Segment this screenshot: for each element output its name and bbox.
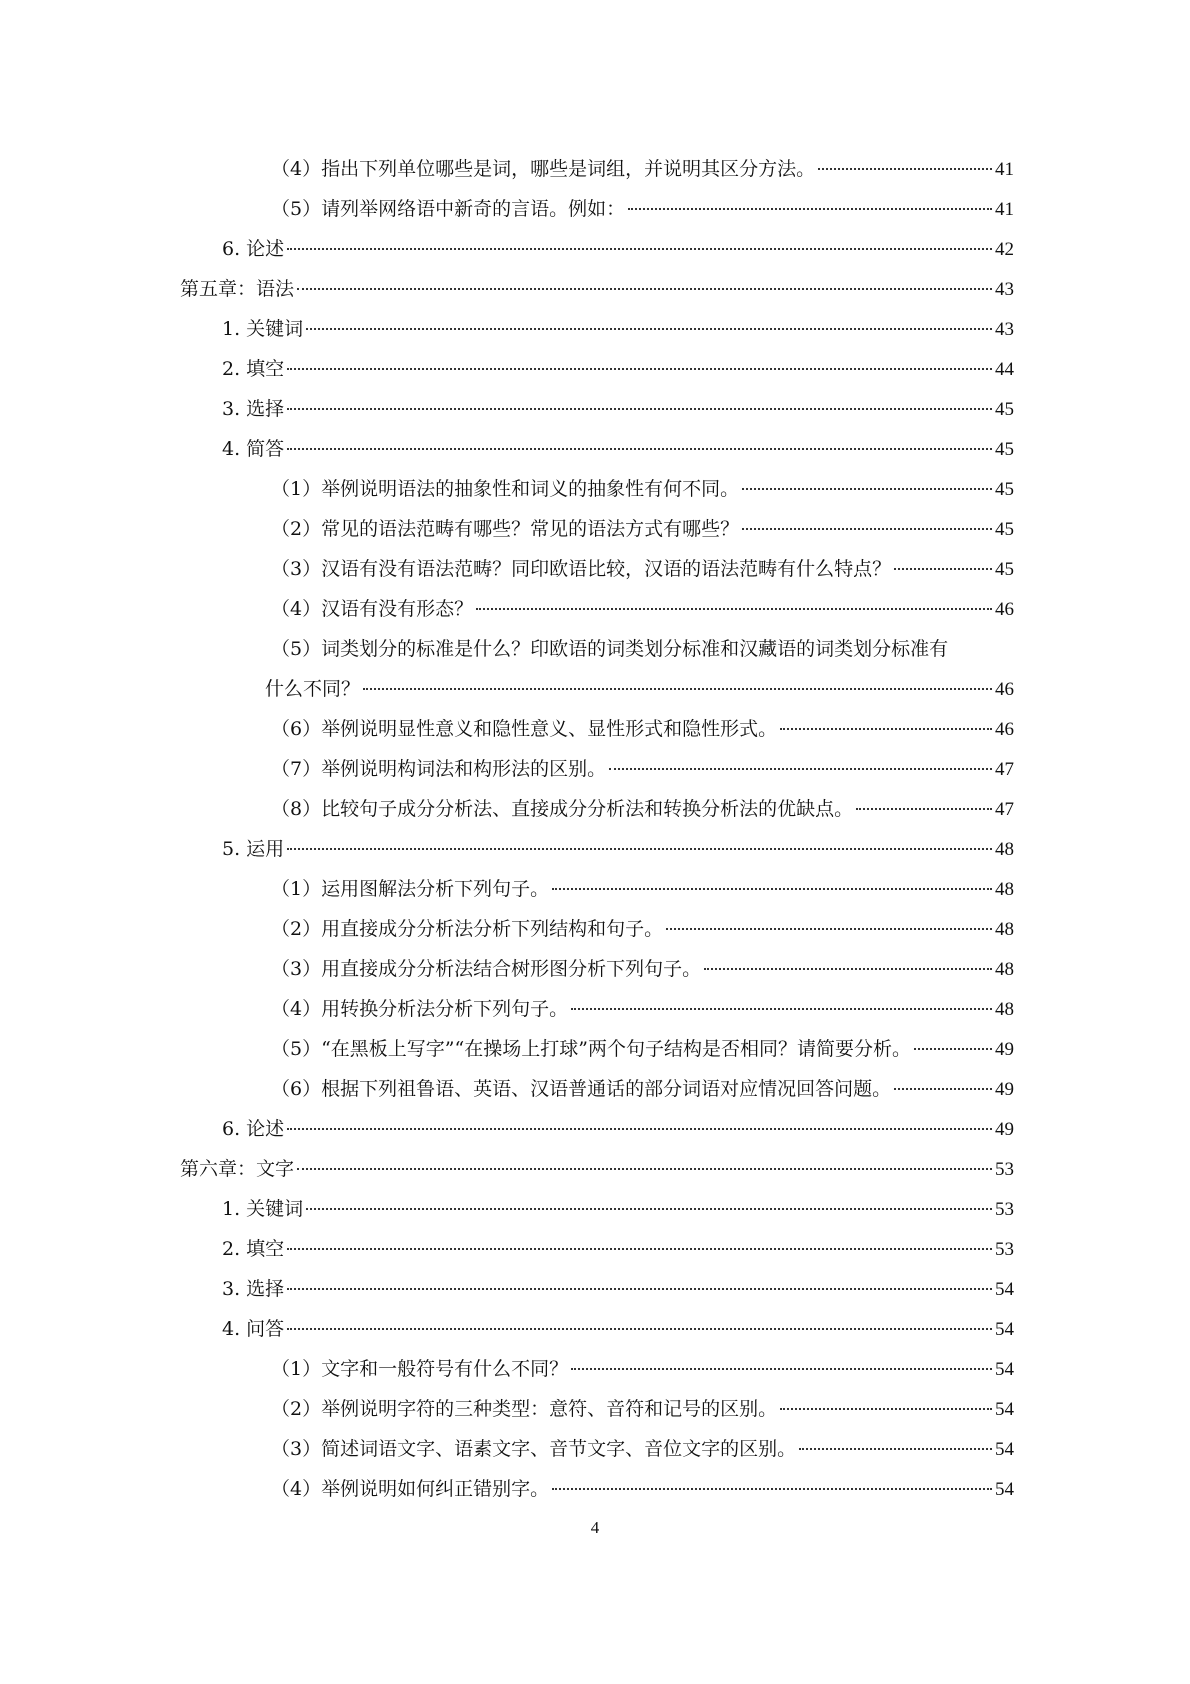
toc-entry[interactable]	[0, 509, 1190, 549]
toc-entry[interactable]	[0, 1069, 1190, 1109]
toc-entry-page: 48	[995, 959, 1014, 980]
toc-entry-label: 什么不同？	[265, 678, 361, 700]
dot-leader	[287, 368, 992, 370]
toc-entry-label: 第六章：文字	[180, 1158, 295, 1180]
toc-entry-page: 48	[995, 879, 1014, 900]
toc-entry-label: （3）用直接成分分析法结合树形图分析下列句子。	[271, 958, 702, 980]
toc-entry[interactable]	[0, 469, 1190, 509]
toc-entry-page: 48	[995, 999, 1014, 1020]
toc-entry[interactable]	[0, 749, 1190, 789]
toc-entry-page: 47	[995, 759, 1014, 780]
toc-entry-page: 44	[995, 359, 1014, 380]
toc-entry[interactable]	[0, 229, 1190, 269]
toc-entry-page: 45	[995, 399, 1014, 420]
toc-entry-label: （2）举例说明字符的三种类型：意符、音符和记号的区别。	[271, 1398, 778, 1420]
toc-entry-label: （5）词类划分的标准是什么？印欧语的词类划分标准和汉藏语的词类划分标准有	[271, 638, 949, 660]
dot-leader	[306, 1208, 992, 1210]
dot-leader	[628, 208, 992, 210]
dot-leader	[297, 288, 992, 290]
toc-entry-page: 48	[995, 919, 1014, 940]
toc-entry-page: 47	[995, 799, 1014, 820]
dot-leader	[287, 1288, 992, 1290]
toc-entry-label: （4）用转换分析法分析下列句子。	[271, 998, 569, 1020]
toc-entry[interactable]	[0, 869, 1190, 909]
toc-entry[interactable]	[0, 1349, 1190, 1389]
toc-entry-label: 5. 运用	[222, 838, 285, 860]
toc-entry-label: （6）根据下列祖鲁语、英语、汉语普通话的部分词语对应情况回答问题。	[271, 1078, 892, 1100]
dot-leader	[287, 1328, 992, 1330]
toc-entry-page: 45	[995, 479, 1014, 500]
dot-leader	[742, 528, 992, 530]
toc-entry-page: 53	[995, 1239, 1014, 1260]
toc-entry-label: （1）文字和一般符号有什么不同？	[271, 1358, 569, 1380]
toc-entry-page: 45	[995, 519, 1014, 540]
dot-leader	[704, 968, 992, 970]
dot-leader	[818, 168, 992, 170]
dot-leader	[856, 808, 992, 810]
toc-entry-label: 4. 简答	[222, 438, 285, 460]
dot-leader	[780, 1408, 992, 1410]
toc-entry-label: （3）简述词语文字、语素文字、音节文字、音位文字的区别。	[271, 1438, 797, 1460]
toc-entry-page: 54	[995, 1399, 1014, 1420]
dot-leader	[287, 1248, 992, 1250]
toc-entry-page: 49	[995, 1039, 1014, 1060]
toc-entry[interactable]	[0, 1269, 1190, 1309]
dot-leader	[287, 408, 992, 410]
toc-entry-page: 53	[995, 1159, 1014, 1180]
toc-entry-label: （6）举例说明显性意义和隐性意义、显性形式和隐性形式。	[271, 718, 778, 740]
toc-entry[interactable]	[0, 949, 1190, 989]
toc-entry[interactable]	[0, 1189, 1190, 1229]
toc-entry[interactable]	[0, 1229, 1190, 1269]
toc-entry-page: 46	[995, 679, 1014, 700]
toc-entry-label: 4. 问答	[222, 1318, 285, 1340]
toc-entry[interactable]	[0, 629, 1190, 669]
toc-entry-page: 54	[995, 1319, 1014, 1340]
toc-entry[interactable]	[0, 829, 1190, 869]
toc-entry-page: 54	[995, 1439, 1014, 1460]
dot-leader	[552, 888, 992, 890]
toc-entry-label: 2. 填空	[222, 1238, 285, 1260]
table-of-contents	[0, 149, 1190, 1509]
dot-leader	[476, 608, 992, 610]
toc-entry[interactable]	[0, 989, 1190, 1029]
toc-entry-label: （2）用直接成分分析法分析下列结构和句子。	[271, 918, 664, 940]
toc-entry[interactable]	[0, 1429, 1190, 1469]
dot-leader	[287, 1128, 992, 1130]
toc-entry-page: 43	[995, 319, 1014, 340]
toc-entry-label: 1. 关键词	[222, 318, 304, 340]
toc-entry[interactable]	[0, 309, 1190, 349]
toc-entry[interactable]	[0, 149, 1190, 189]
toc-entry[interactable]	[0, 1029, 1190, 1069]
toc-entry-label: （5）“在黑板上写字”“在操场上打球”两个句子结构是否相同？请简要分析。	[271, 1038, 911, 1060]
toc-entry-label: （1）运用图解法分析下列句子。	[271, 878, 550, 900]
toc-entry-label: （3）汉语有没有语法范畴？同印欧语比较，汉语的语法范畴有什么特点？	[271, 558, 892, 580]
toc-entry-label: 2. 填空	[222, 358, 285, 380]
toc-entry-page: 45	[995, 559, 1014, 580]
toc-entry-page: 43	[995, 279, 1014, 300]
toc-entry[interactable]	[0, 669, 1190, 709]
toc-entry[interactable]	[0, 269, 1190, 309]
toc-entry-label: 6. 论述	[222, 1118, 285, 1140]
dot-leader	[287, 448, 992, 450]
toc-entry-page: 46	[995, 599, 1014, 620]
toc-entry-label: （4）举例说明如何纠正错别字。	[271, 1478, 550, 1500]
toc-entry-page: 45	[995, 439, 1014, 460]
toc-entry-label: （1）举例说明语法的抽象性和词义的抽象性有何不同。	[271, 478, 740, 500]
toc-entry-label: （5）请列举网络语中新奇的言语。例如：	[271, 198, 626, 220]
dot-leader	[894, 1088, 992, 1090]
dot-leader	[894, 568, 992, 570]
dot-leader	[742, 488, 992, 490]
dot-leader	[363, 688, 992, 690]
toc-entry[interactable]	[0, 549, 1190, 589]
page-number: 4	[590, 1518, 600, 1537]
toc-entry-page: 54	[995, 1359, 1014, 1380]
toc-entry[interactable]	[0, 1149, 1190, 1189]
toc-entry-label: 6. 论述	[222, 238, 285, 260]
dot-leader	[666, 928, 992, 930]
toc-entry[interactable]	[0, 1109, 1190, 1149]
toc-entry[interactable]	[0, 909, 1190, 949]
toc-entry-label: 1. 关键词	[222, 1198, 304, 1220]
toc-entry[interactable]	[0, 1389, 1190, 1429]
toc-entry-page: 54	[995, 1279, 1014, 1300]
toc-entry-page: 53	[995, 1199, 1014, 1220]
toc-entry-label: 3. 选择	[222, 398, 285, 420]
toc-entry-page: 41	[995, 159, 1014, 180]
dot-leader	[287, 848, 992, 850]
toc-entry-page: 48	[995, 839, 1014, 860]
toc-entry[interactable]	[0, 189, 1190, 229]
dot-leader	[799, 1448, 992, 1450]
toc-entry-label: 第五章：语法	[180, 278, 295, 300]
toc-entry-label: （7）举例说明构词法和构形法的区别。	[271, 758, 607, 780]
dot-leader	[914, 1048, 992, 1050]
toc-entry-page: 49	[995, 1079, 1014, 1100]
dot-leader	[571, 1368, 992, 1370]
toc-entry[interactable]	[0, 589, 1190, 629]
dot-leader	[552, 1488, 992, 1490]
toc-entry-label: 3. 选择	[222, 1278, 285, 1300]
dot-leader	[609, 768, 992, 770]
toc-entry-page: 41	[995, 199, 1014, 220]
toc-entry[interactable]	[0, 789, 1190, 829]
dot-leader	[297, 1168, 992, 1170]
dot-leader	[287, 248, 992, 250]
toc-entry[interactable]	[0, 429, 1190, 469]
dot-leader	[780, 728, 992, 730]
dot-leader	[571, 1008, 992, 1010]
toc-entry-page: 46	[995, 719, 1014, 740]
toc-entry[interactable]	[0, 1469, 1190, 1509]
toc-entry-page: 42	[995, 239, 1014, 260]
toc-entry-label: （4）汉语有没有形态？	[271, 598, 474, 620]
toc-entry-label: （8）比较句子成分分析法、直接成分分析法和转换分析法的优缺点。	[271, 798, 854, 820]
dot-leader	[306, 328, 992, 330]
toc-entry-page: 54	[995, 1479, 1014, 1500]
toc-entry-label: （2）常见的语法范畴有哪些？常见的语法方式有哪些？	[271, 518, 740, 540]
toc-entry[interactable]	[0, 1309, 1190, 1349]
toc-entry-label: （4）指出下列单位哪些是词，哪些是词组，并说明其区分方法。	[271, 158, 816, 180]
toc-entry[interactable]	[0, 349, 1190, 389]
toc-entry[interactable]	[0, 709, 1190, 749]
toc-entry[interactable]	[0, 389, 1190, 429]
toc-entry-page: 49	[995, 1119, 1014, 1140]
